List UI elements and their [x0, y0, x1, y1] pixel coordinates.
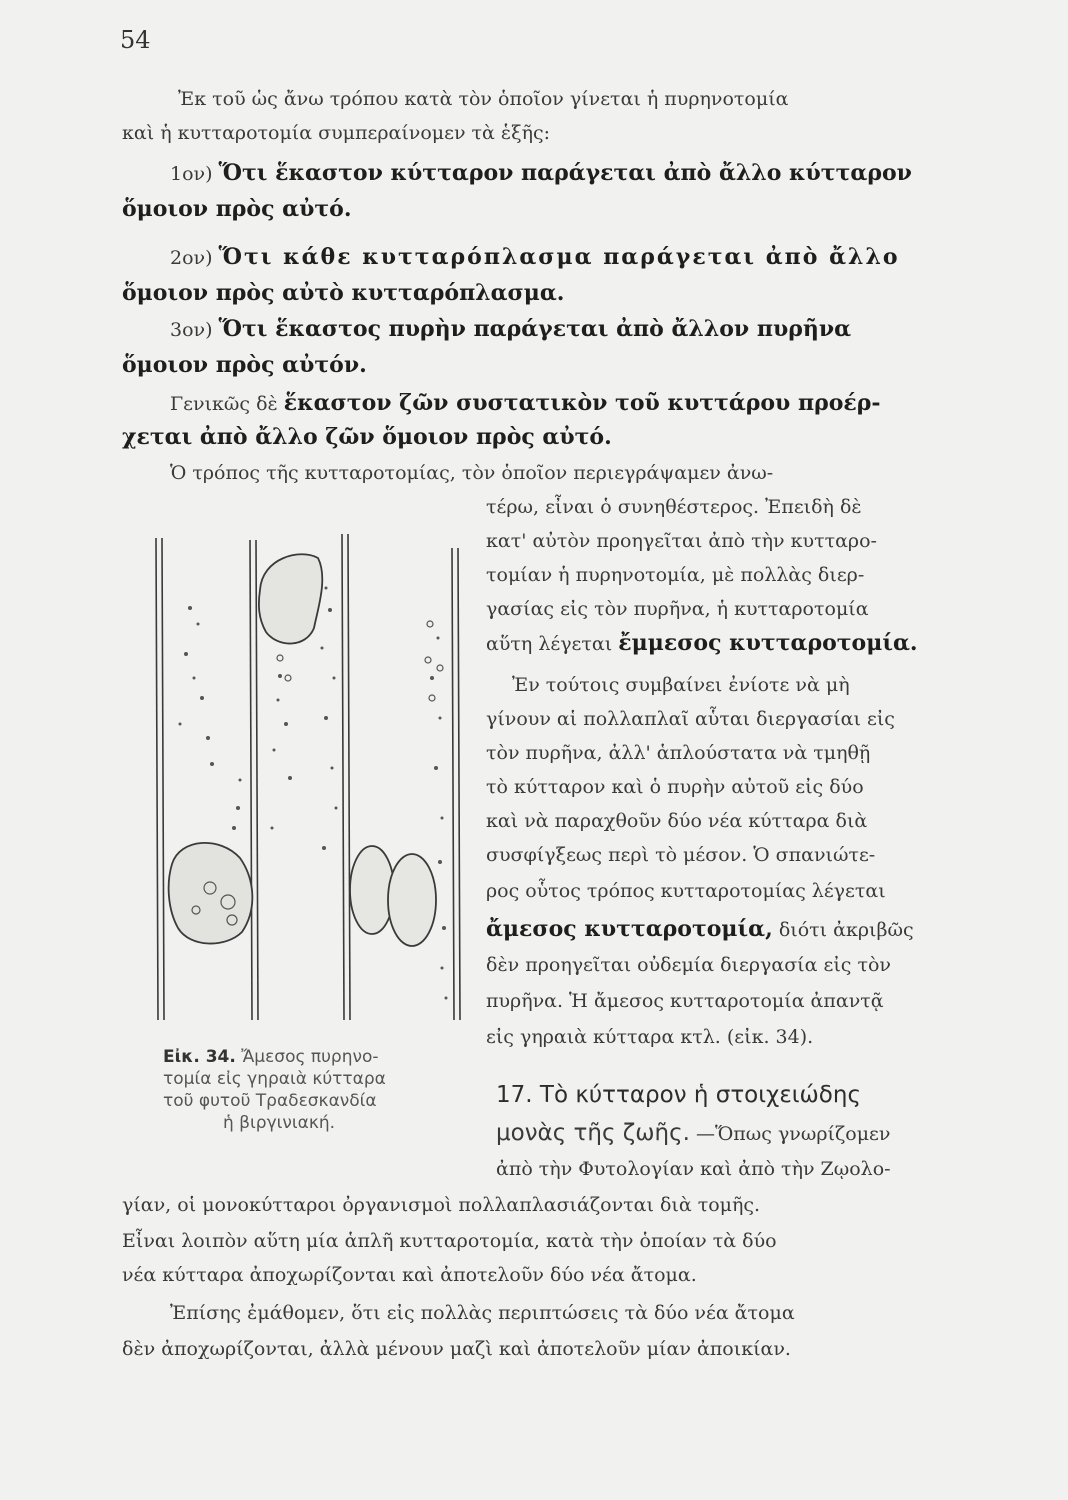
conclusion-1-continuation: ὅμοιον πρὸς αὐτό.: [122, 196, 352, 222]
conclusion-2-text: Ὅτι κάθε κυτταρόπλασμα παράγεται ἀπὸ ἄλλο: [218, 244, 900, 270]
section-17-title: Τὸ κύτταρον ἡ στοιχειώδης: [539, 1082, 861, 1108]
paragraph2-line-1: Ὁ τρόπος τῆς κυτταροτομίας, τὸν ὁποῖον περιεγράψαμεν ἀνω-: [170, 462, 774, 484]
nucleus-upper-pair: [259, 554, 322, 643]
paragraph2-line-5: γασίας εἰς τὸν πυρῆνα, ἡ κυτταροτομία: [486, 598, 869, 620]
section-17-line-1: [496, 1120, 890, 1147]
direct-cytotomy-term: ἄμεσος κυτταροτομία,: [486, 916, 773, 942]
intro-line-1: Ἐκ τοῦ ὡς ἄνω τρόπου κατὰ τὸν ὁποῖον γίνεται ἡ πυρηνοτομία: [178, 88, 789, 110]
paragraph2-last-start: αὕτη λέγεται: [486, 633, 613, 655]
conclusion-3-continuation: ὅμοιον πρὸς αὐτόν.: [122, 352, 367, 378]
paragraph3-line-9: δὲν προηγεῖται οὐδεμία διεργασία εἰς τὸν: [486, 954, 891, 976]
paragraph2-line-3: κατ' αὐτὸν προηγεῖται ἀπὸ τὴν κυτταρο-: [486, 530, 877, 552]
conclusion-2-continuation: ὅμοιον πρὸς αὐτὸ κυτταρόπλασμα.: [122, 280, 565, 306]
conclusion-1-number: 1ον): [170, 163, 213, 185]
section-17-line-2: ἀπὸ τὴν Φυτολογίαν καὶ ἀπὸ τὴν Ζῳολο-: [496, 1158, 891, 1180]
conclusion-3: [170, 316, 851, 343]
figure-caption-line-4: ἡ βιργινιακή.: [223, 1113, 336, 1133]
section-17-text-start: —Ὅπως γνωρίζομεν: [695, 1123, 891, 1145]
figure-caption: [163, 1046, 483, 1134]
section-17-line-4: Εἶναι λοιπὸν αὕτη μία ἁπλῆ κυτταροτομία, κατὰ τὴν ὁποίαν τὰ δύο: [122, 1230, 777, 1252]
section-17-line-5: νέα κύτταρα ἀποχωρίζονται καὶ ἀποτελοῦν δύο νέα ἄτομα.: [122, 1264, 697, 1286]
figure-34-illustration: [150, 528, 476, 1026]
section-17-line-7: δὲν ἀποχωρίζονται, ἀλλὰ μένουν μαζὶ καὶ ἀποτελοῦν μίαν ἀποικίαν.: [122, 1338, 791, 1360]
paragraph2-line-2: τέρω, εἶναι ὁ συνηθέστερος. Ἐπειδὴ δὲ: [486, 496, 862, 518]
conclusion-2-number: 2ον): [170, 247, 213, 269]
paragraph3-line-7: ρος οὗτος τρόπος κυτταροτομίας λέγεται: [486, 880, 886, 902]
figure-caption-line-2: τομία εἰς γηραιὰ κύτταρα: [163, 1069, 386, 1089]
paragraph2-line-4: τομίαν ἡ πυρηνοτομία, μὲ πολλὰς διερ-: [486, 564, 865, 586]
figure-caption-text-1: Ἄμεσος πυρηνο-: [241, 1047, 379, 1067]
figure-caption-line-1: [163, 1046, 483, 1068]
paragraph3-line-6: συσφίγξεως περὶ τὸ μέσον. Ὁ σπανιώτε-: [486, 844, 876, 866]
paragraph3-line-10: πυρῆνα. Ἡ ἄμεσος κυτταροτομία ἀπαντᾷ: [486, 990, 884, 1012]
conclusion-1-text: Ὅτι ἕκαστον κύτταρον παράγεται ἀπὸ ἄλλο κύτταρον: [218, 160, 912, 186]
paragraph3-term-rest: διότι ἀκριβῶς: [778, 919, 914, 941]
conclusion-3-text: Ὅτι ἕκαστος πυρὴν παράγεται ἀπὸ ἄλλον πυρῆνα: [218, 316, 852, 342]
figure-caption-line-3: τοῦ φυτοῦ Τραδεσκανδία: [163, 1091, 377, 1111]
paragraph2-line-6: [486, 630, 918, 657]
section-17-line-6: Ἐπίσης ἐμάθομεν, ὅτι εἰς πολλὰς περιπτώσεις τὰ δύο νέα ἄτομα: [170, 1302, 795, 1324]
section-17-title-line-2: μονὰς τῆς ζωῆς.: [496, 1120, 690, 1146]
paragraph3-line-11: εἰς γηραιὰ κύτταρα κτλ. (εἰκ. 34).: [486, 1026, 814, 1048]
nucleus-dividing-right: [388, 854, 436, 946]
general-text-1: ἕκαστον ζῶν συστατικὸν τοῦ κυττάρου προέρ-: [283, 390, 881, 416]
paragraph3-line-4: τὸ κύτταρον καὶ ὁ πυρὴν αὐτοῦ εἰς δύο: [486, 776, 864, 798]
paragraph3-line-3: τὸν πυρῆνα, ἀλλ' ἁπλούστατα νὰ τμηθῇ: [486, 742, 871, 764]
indirect-cytotomy-term: ἔμμεσος κυτταροτομία.: [618, 630, 918, 656]
paragraph3-line-1: Ἐν τούτοις συμβαίνει ἐνίοτε νὰ μὴ: [512, 674, 850, 696]
figure-label: Εἰκ. 34.: [163, 1047, 236, 1067]
paragraph3-line-8: [486, 916, 914, 943]
paragraph3-line-5: καὶ νὰ παραχθοῦν δύο νέα κύτταρα διὰ: [486, 810, 868, 832]
section-17-number: 17.: [496, 1082, 533, 1108]
nucleus-lower-left: [169, 843, 253, 944]
paragraph3-line-2: γίνουν αἱ πολλαπλαῖ αὗται διεργασίαι εἰς: [486, 708, 895, 730]
general-statement: [170, 390, 881, 417]
conclusion-3-number: 3ον): [170, 319, 213, 341]
conclusion-1: [170, 160, 912, 187]
intro-line-2: καὶ ἡ κυτταροτομία συμπεραίνομεν τὰ ἑξῆς:: [122, 122, 551, 144]
section-17-line-3: γίαν, οἱ μονοκύτταροι ὀργανισμοὶ πολλαπλασιάζονται διὰ τομῆς.: [122, 1194, 761, 1216]
general-text-2: χεται ἀπὸ ἄλλο ζῶν ὅμοιον πρὸς αὐτό.: [122, 424, 612, 450]
page-number: 54: [120, 26, 151, 54]
nucleus-dividing-left: [350, 846, 394, 934]
conclusion-2: [170, 244, 900, 271]
general-lead: Γενικῶς δὲ: [170, 393, 278, 415]
section-17-heading: [496, 1082, 861, 1108]
